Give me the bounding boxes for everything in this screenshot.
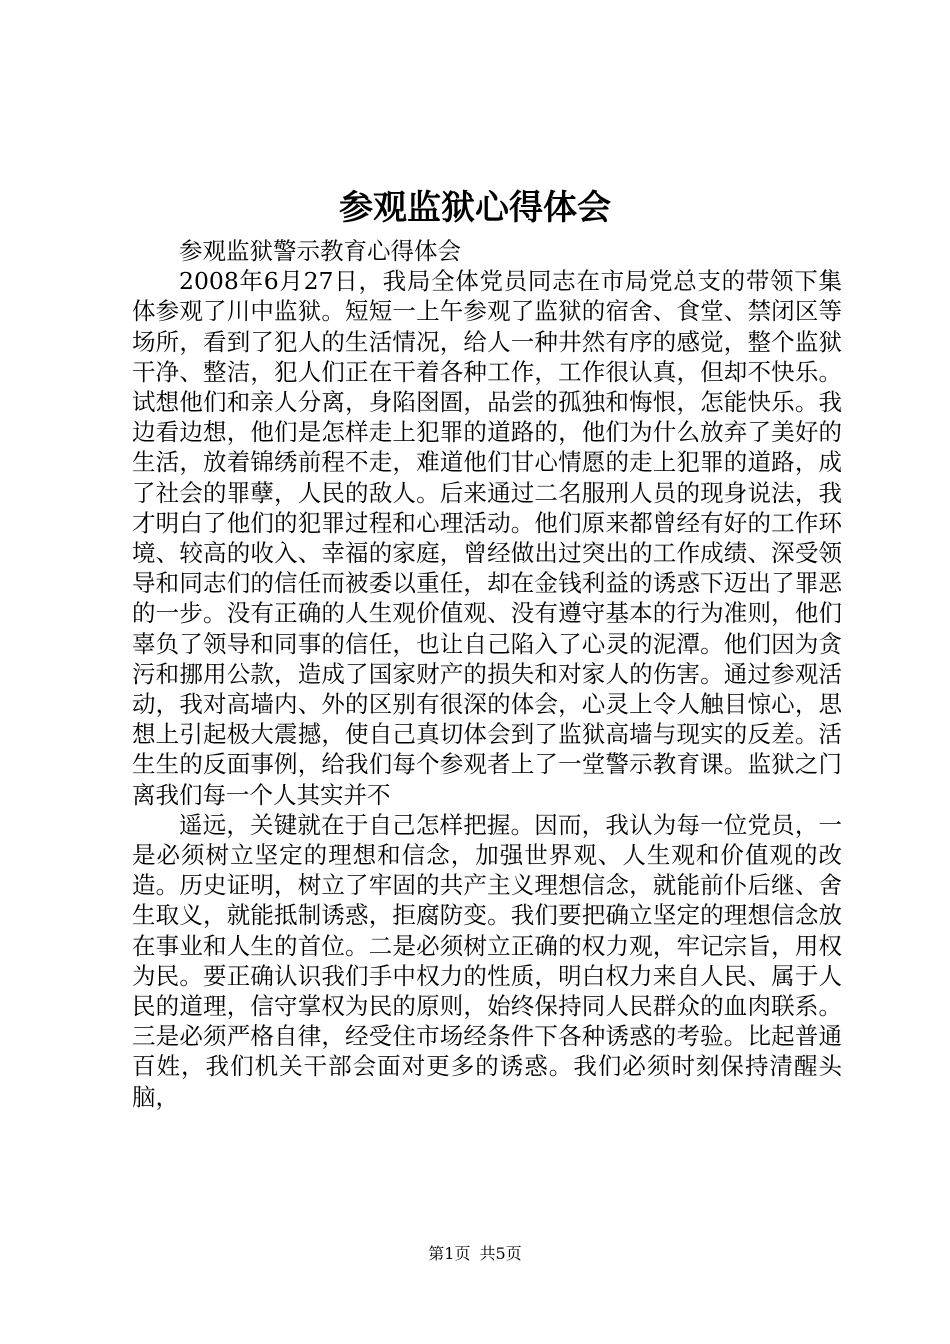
page-total: 共5页: [479, 1244, 522, 1263]
body-paragraph-1: 2008年6月27日，我局全体党员同志在市局党总支的带领下集体参观了川中监狱。短短一上午参观了监狱的宿舍、食堂、禁闭区等场所，看到了犯人的生活情况，给人一种井然有序的感觉，整个监狱干净、整洁，犯人们正在干着各种工作，工作很认真，但却不快乐。试想他们和亲人分离，身陷囹圄，品尝的孤独和悔恨，怎能快乐。我边看边想，他们是怎样走上犯罪的道路的，他们为什么放弃了美好的生活，放着锦绣前程不走，难道他们甘心情愿的走上犯罪的道路，成了社会的罪孽，人民的敌人。后来通过二名服刑人员的现身说法，我才明白了他们的犯罪过程和心理活动。他们原来都曾经有好的工作环境、较高的收入、幸福的家庭，曾经做出过突出的工作成绩、深受领导和同志们的信任而被委以重任，却在金钱利益的诱惑下迈出了罪恶的一步。没有正确的人生观价值观、没有遵守基本的行为准则，他们辜负了领导和同事的信任，也让自己陷入了心灵的泥潭。他们因为贪污和挪用公款，造成了国家财产的损失和对家人的伤害。通过参观活动，我对高墙内、外的区别有很深的体会，心灵上令人触目惊心，思想上引起极大震撼，使自己真切体会到了监狱高墙与现实的反差。活生生的反面事例，给我们每个参观者上了一堂警示教育课。监狱之门离我们每一个人其实并不: [132, 267, 842, 809]
page-footer: [0, 1244, 950, 1264]
document-body: [132, 236, 842, 1112]
page-number: 第1页: [428, 1244, 471, 1263]
document-subtitle: 参观监狱警示教育心得体会: [179, 237, 461, 265]
body-paragraph-2: 遥远，关键就在于自己怎样把握。因而，我认为每一位党员，一是必须树立坚定的理想和信念，加强世界观、人生观和价值观的改造。历史证明，树立了牢固的共产主义理想信念，就能前仆后继、舍生取义，就能抵制诱惑，拒腐防变。我们要把确立坚定的理想信念放在事业和人生的首位。二是必须树立正确的权力观，牢记宗旨，用权为民。要正确认识我们手中权力的性质，明白权力来自人民、属于人民的道理，信守掌权为民的原则，始终保持同人民群众的血肉联系。三是必须严格自律，经受住市场经条件下各种诱惑的考验。比起普通百姓，我们机关干部会面对更多的诱惑。我们必须时刻保持清醒头脑，: [132, 810, 842, 1111]
page-title: 参观监狱心得体会: [339, 188, 611, 228]
